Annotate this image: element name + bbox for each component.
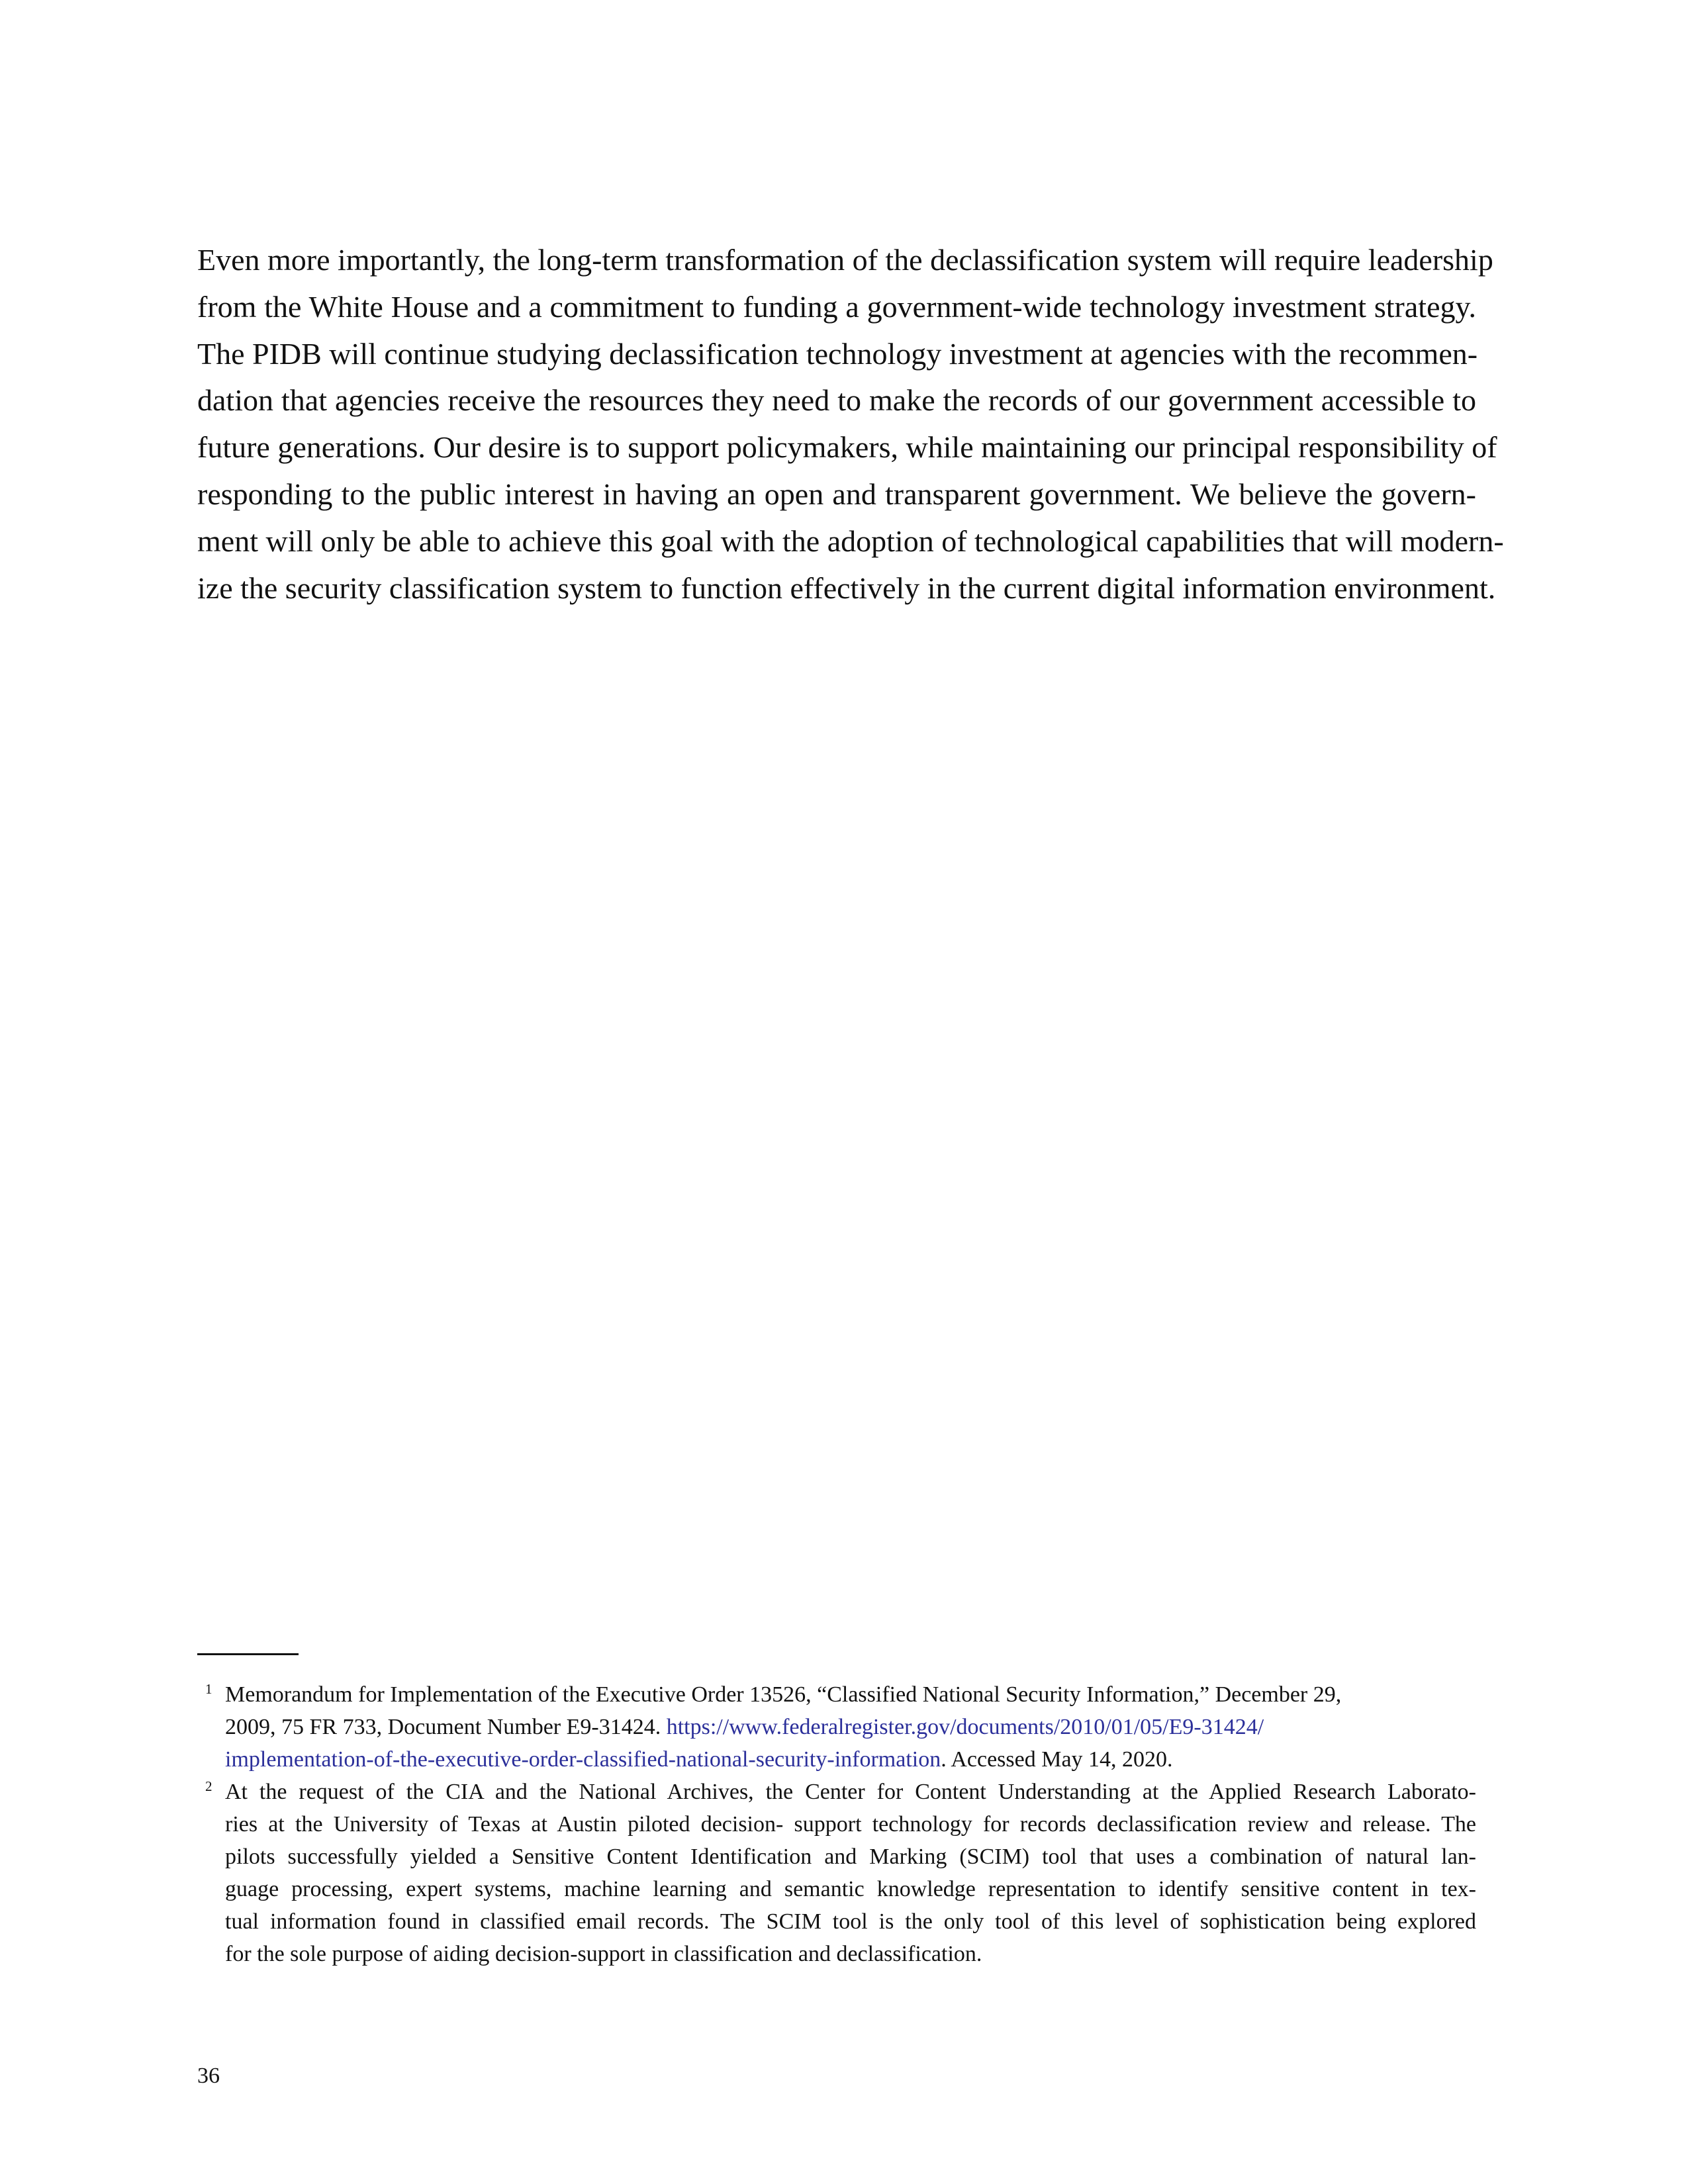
footnote-line — [225, 1711, 1476, 1743]
footnote-text: 2009, 75 FR 733, Document Number E9-31424. — [225, 1715, 667, 1739]
body-line: responding to the public interest in having an open and transparent government. We believe the govern- — [197, 477, 1476, 511]
body-paragraph — [197, 237, 1504, 612]
footnote-number: 2 — [205, 1778, 212, 1794]
page-number: 36 — [197, 2064, 220, 2088]
footnote-1 — [197, 1678, 1476, 1776]
footnote-line: Memorandum for Implementation of the Executive Order 13526, “Classified National Security Information,” December 29, — [225, 1682, 1342, 1707]
federal-register-link-continued[interactable]: implementation-of-the-executive-order-classified-national-security-information — [225, 1747, 941, 1772]
footnote-line: tual information found in classified email records. The SCIM tool is the only tool of this level of sophistication being explored — [225, 1909, 1476, 1934]
footnote-number: 1 — [205, 1681, 212, 1697]
body-line: from the White House and a commitment to funding a government-wide technology investment strategy. — [197, 289, 1476, 324]
footnote-2 — [197, 1776, 1476, 1970]
footnotes — [197, 1678, 1476, 1970]
body-line: ment will only be able to achieve this goal with the adoption of technological capabilities that will modern- — [197, 523, 1504, 558]
footnote-line: pilots successfully yielded a Sensitive Content Identification and Marking (SCIM) tool that uses a combination of natural lan- — [225, 1844, 1476, 1869]
footnote-divider — [197, 1653, 299, 1655]
footnote-text: . Accessed May 14, 2020. — [941, 1747, 1173, 1772]
footnote-line: guage processing, expert systems, machine learning and semantic knowledge representation to identify sensitive content in tex- — [225, 1877, 1476, 1901]
footnote-line: for the sole purpose of aiding decision-support in classification and declassification. — [225, 1942, 982, 1966]
federal-register-link[interactable]: https://www.federalregister.gov/documents/2010/01/05/E9-31424/ — [666, 1715, 1264, 1739]
body-line: future generations. Our desire is to support policymakers, while maintaining our principal responsibility of — [197, 430, 1497, 465]
footnote-line: At the request of the CIA and the National Archives, the Center for Content Understanding at the Applied Research Laborato- — [225, 1780, 1476, 1804]
footnote-line: ries at the University of Texas at Austin piloted decision- support technology for records declassification review and release. The — [225, 1812, 1476, 1837]
body-line: The PIDB will continue studying declassification technology investment at agencies with the recommen- — [197, 336, 1478, 371]
body-line: ize the security classification system to function effectively in the current digital information environment. — [197, 570, 1496, 605]
footnote-line — [225, 1743, 1476, 1776]
body-line: Even more importantly, the long-term transformation of the declassification system will require leadership — [197, 243, 1493, 277]
body-line: dation that agencies receive the resources they need to make the records of our government accessible to — [197, 383, 1476, 418]
